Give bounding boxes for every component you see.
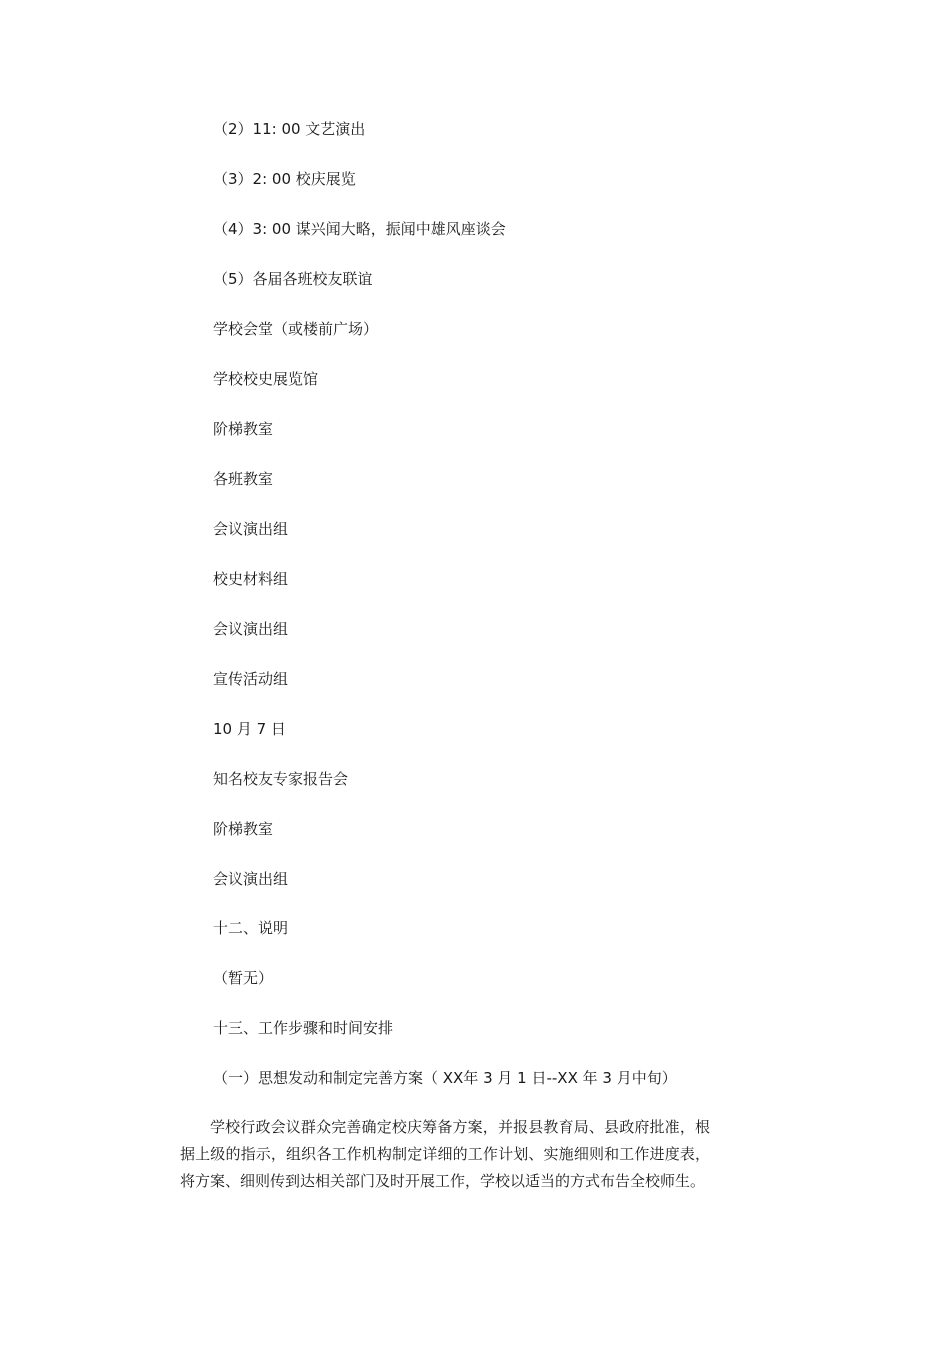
subsection-1-heading: （一）思想发动和制定完善方案（ XX年 3 月 1 日--XX 年 3 月中旬） xyxy=(213,1069,677,1087)
body-paragraph: 学校行政会议群众完善确定校庆筹备方案，并报县教育局、县政府批准，根据上级的指示，组织各工作机构制定详细的工作计划、实施细则和工作进度表，将方案、细则传到达相关部门及时开展工作，学校以适当的方式布告全校师生。 xyxy=(180,1118,710,1190)
venue-lecture-hall-2: 阶梯教室 xyxy=(213,820,274,838)
venue-lecture-hall: 阶梯教室 xyxy=(213,420,274,438)
venue-classrooms: 各班教室 xyxy=(213,470,274,488)
venue-hall: 学校会堂（或楼前广场） xyxy=(213,320,379,338)
group-history-materials: 校史材料组 xyxy=(213,570,289,588)
schedule-item-4: （4）3: 00 谋兴闻大略，振闻中雄风座谈会 xyxy=(213,220,506,238)
section-12-note: （暂无） xyxy=(213,969,274,987)
venue-history-museum: 学校校史展览馆 xyxy=(213,370,319,388)
group-performance-2: 会议演出组 xyxy=(213,620,289,638)
section-12-heading: 十二、说明 xyxy=(213,919,289,937)
alumni-report: 知名校友专家报告会 xyxy=(213,770,349,788)
date-oct-7: 10 月 7 日 xyxy=(213,720,286,738)
schedule-item-5: （5）各届各班校友联谊 xyxy=(213,270,373,288)
group-performance-1: 会议演出组 xyxy=(213,520,289,538)
group-performance-3: 会议演出组 xyxy=(213,870,289,888)
group-publicity: 宣传活动组 xyxy=(213,670,289,688)
schedule-item-2: （2）11: 00 文艺演出 xyxy=(213,120,366,138)
section-13-heading: 十三、工作步骤和时间安排 xyxy=(213,1019,394,1037)
schedule-item-3: （3）2: 00 校庆展览 xyxy=(213,170,356,188)
